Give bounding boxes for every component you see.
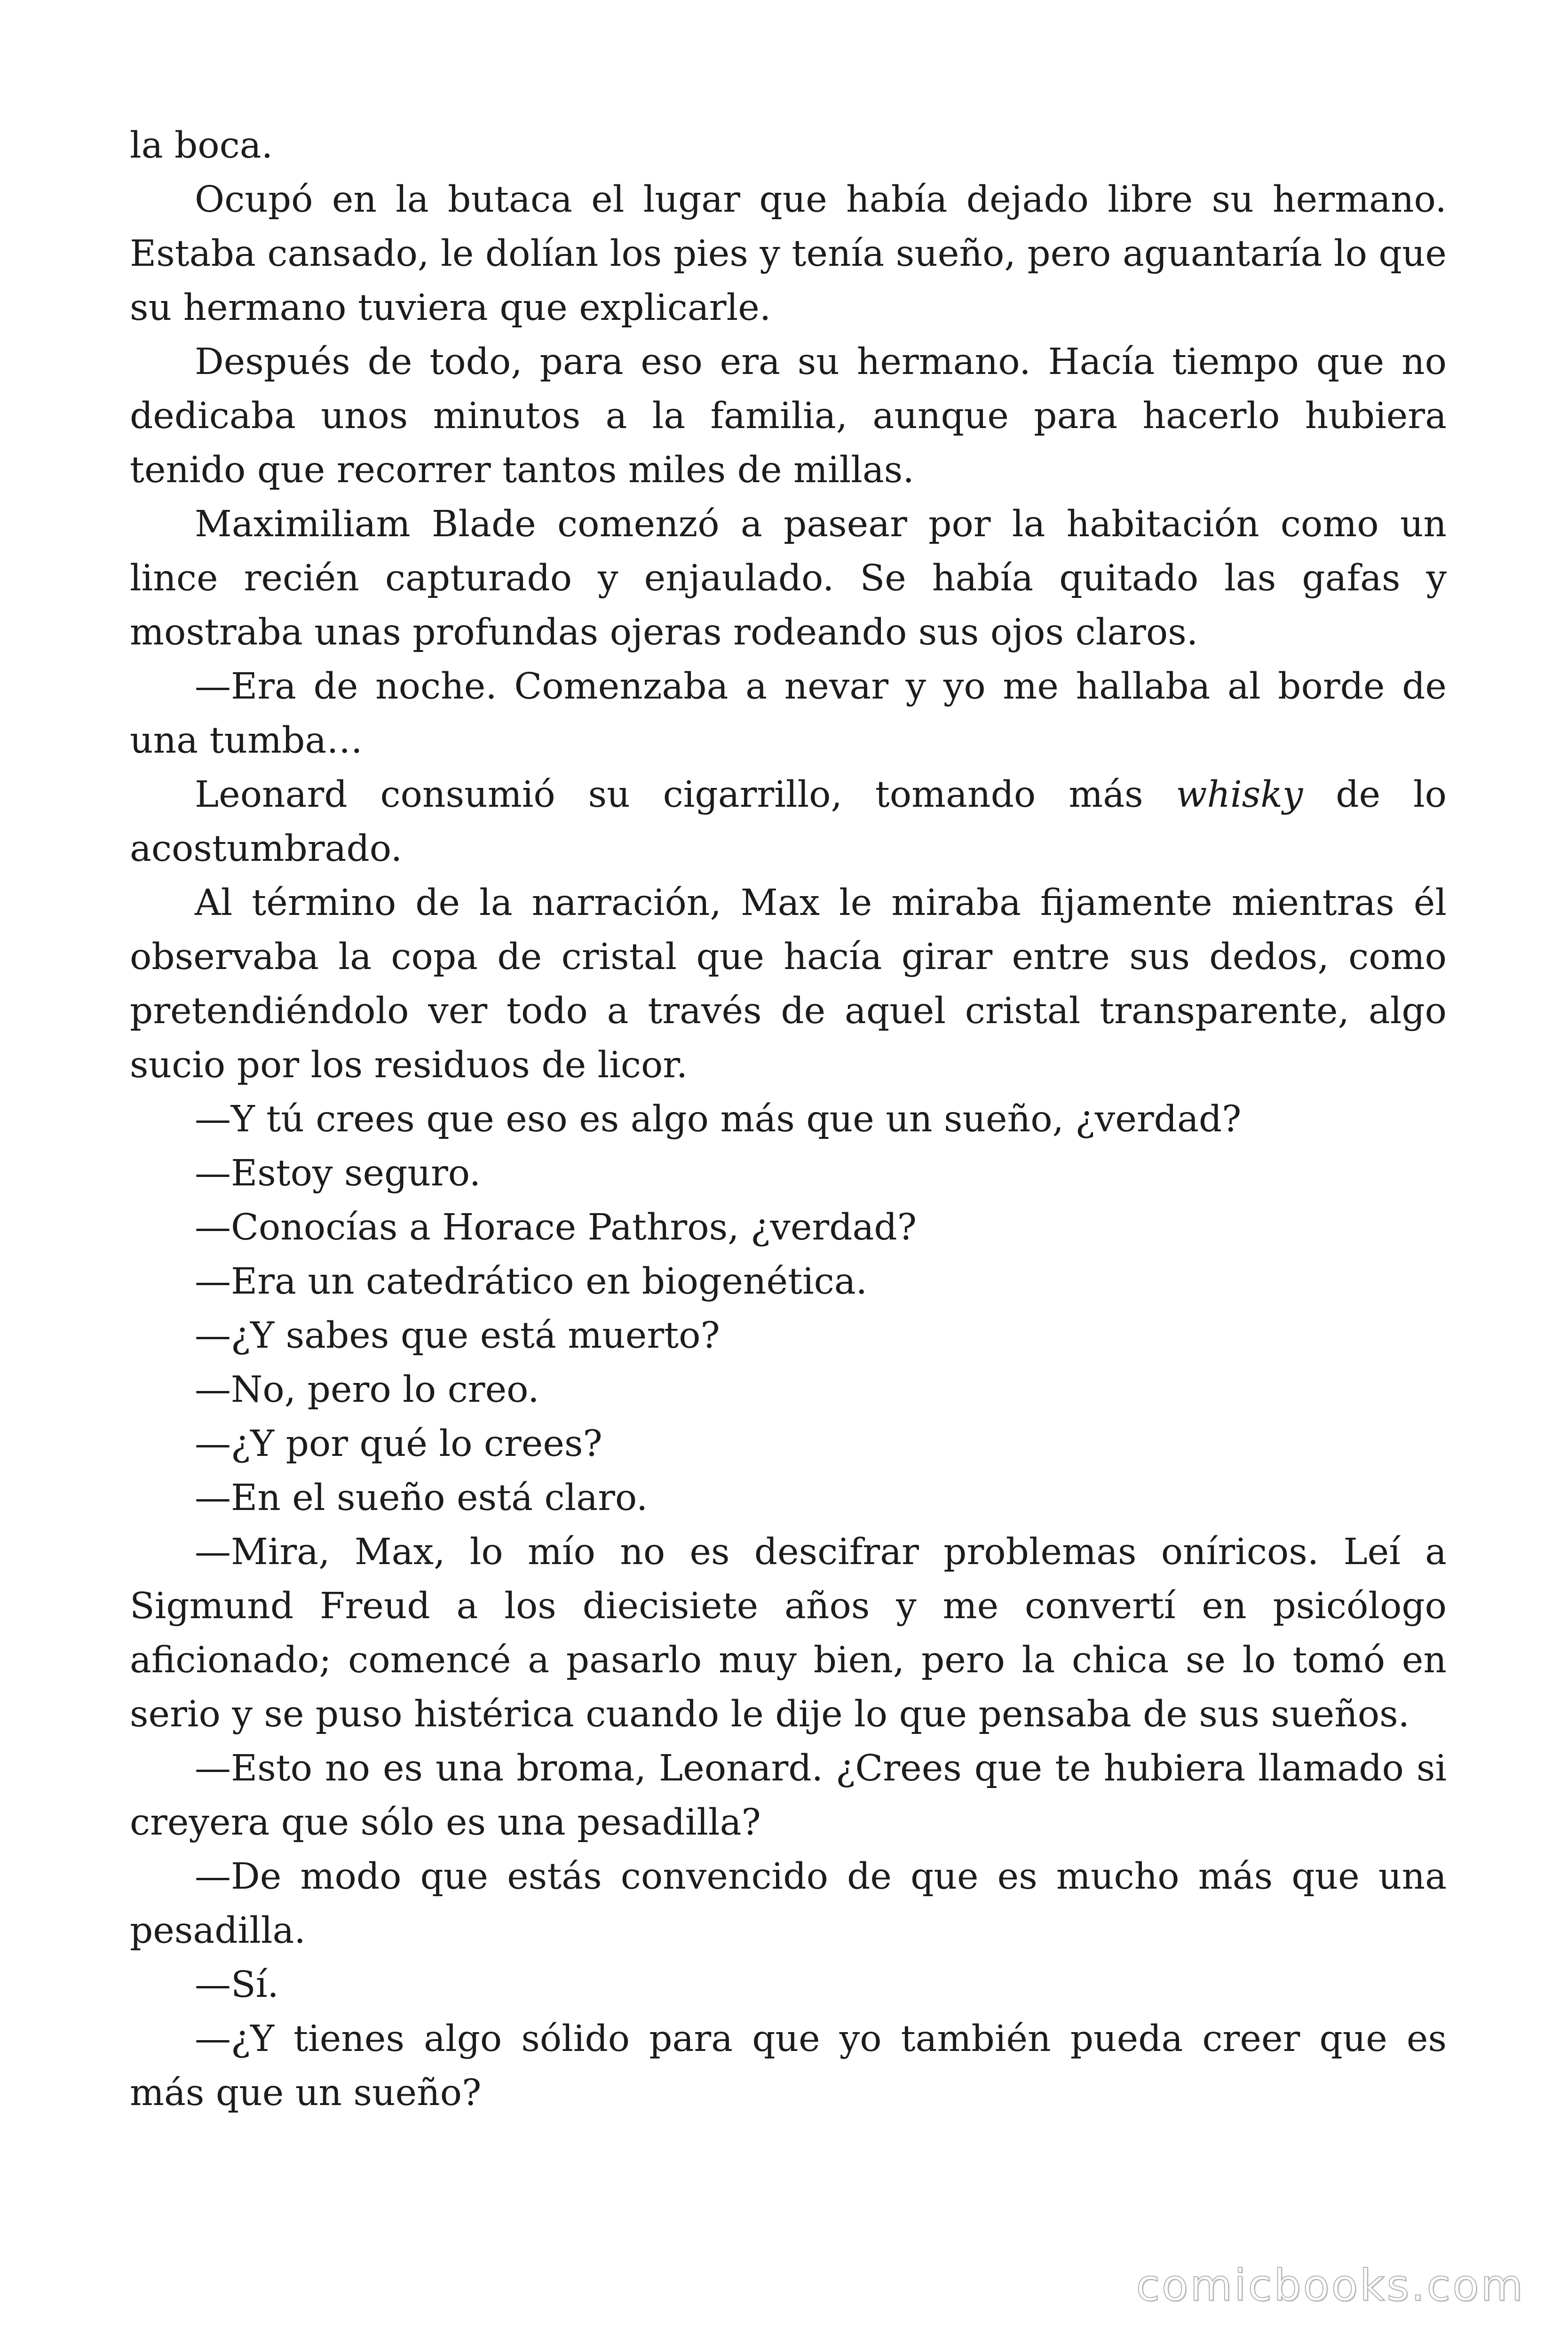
text-run: Ocupó en la butaca el lugar que había dejado libre su hermano. Estaba cansado, le dolían los pies y tenía sueño, pero aguantaría lo que su hermano tuviera que explicarle.	[130, 179, 1447, 329]
text-run: —Esto no es una broma, Leonard. ¿Crees que te hubiera llamado si creyera que sólo es una pesadilla?	[130, 1748, 1447, 1843]
text-run: de lo acostumbrado.	[130, 774, 1447, 870]
paragraph	[130, 2012, 1447, 2120]
paragraph	[130, 1363, 1447, 1417]
text-run: —¿Y tienes algo sólido para que yo también pueda creer que es más que un sueño?	[130, 2018, 1447, 2114]
paragraph	[130, 1471, 1447, 1525]
text-run: —Era un catedrático en biogenética.	[195, 1261, 868, 1303]
text-run: Después de todo, para eso era su hermano. Hacía tiempo que no dedicaba unos minutos a la familia, aunque para hacerlo hubiera tenido que recorrer tantos miles de millas.	[130, 341, 1447, 491]
paragraph	[130, 1850, 1447, 1958]
paragraph	[130, 119, 1447, 173]
text-run: —Mira, Max, lo mío no es descifrar problemas oníricos. Leí a Sigmund Freud a los diecisiete años y me convertí en psicólogo aficionado; comencé a pasarlo muy bien, pero la chica se lo tomó en serio y se puso histérica cuando le dije lo que pensaba de sus sueños.	[130, 1531, 1447, 1735]
italic-text: whisky	[1176, 774, 1303, 816]
text-run: —¿Y por qué lo crees?	[195, 1423, 602, 1465]
text-run: Al término de la narración, Max le miraba fijamente mientras él observaba la copa de cristal que hacía girar entre sus dedos, como pretendiéndolo ver todo a través de aquel cristal transparente, algo sucio por los residuos de licor.	[130, 882, 1447, 1086]
paragraph	[130, 1309, 1447, 1363]
paragraph	[130, 876, 1447, 1092]
paragraph	[130, 1146, 1447, 1200]
paragraph	[130, 1741, 1447, 1850]
text-run: Leonard consumió su cigarrillo, tomando más	[195, 774, 1176, 816]
watermark: comicbooks.com	[1136, 2260, 1525, 2311]
body-text	[130, 119, 1447, 2120]
text-run: la boca.	[130, 125, 273, 167]
paragraph	[130, 1525, 1447, 1741]
paragraph	[130, 1417, 1447, 1471]
text-run: —Sí.	[195, 1964, 279, 2006]
paragraph	[130, 1255, 1447, 1309]
text-run: —De modo que estás convencido de que es mucho más que una pesadilla.	[130, 1856, 1447, 1952]
paragraph	[130, 173, 1447, 335]
paragraph	[130, 497, 1447, 660]
paragraph	[130, 1958, 1447, 2012]
text-run: —Conocías a Horace Pathros, ¿verdad?	[195, 1207, 917, 1248]
paragraph	[130, 335, 1447, 497]
paragraph	[130, 1092, 1447, 1146]
text-run: —¿Y sabes que está muerto?	[195, 1315, 720, 1357]
text-run: Maximiliam Blade comenzó a pasear por la habitación como un lince recién capturado y enjaulado. Se había quitado las gafas y mostraba unas profundas ojeras rodeando sus ojos claros.	[130, 503, 1447, 653]
paragraph	[130, 660, 1447, 768]
text-run: —Era de noche. Comenzaba a nevar y yo me hallaba al borde de una tumba…	[130, 666, 1447, 762]
paragraph	[130, 768, 1447, 876]
text-run: —Y tú crees que eso es algo más que un sueño, ¿verdad?	[195, 1098, 1242, 1140]
paragraph	[130, 1200, 1447, 1255]
text-run: —En el sueño está claro.	[195, 1477, 648, 1519]
text-run: —No, pero lo creo.	[195, 1369, 539, 1411]
text-run: —Estoy seguro.	[195, 1152, 481, 1194]
